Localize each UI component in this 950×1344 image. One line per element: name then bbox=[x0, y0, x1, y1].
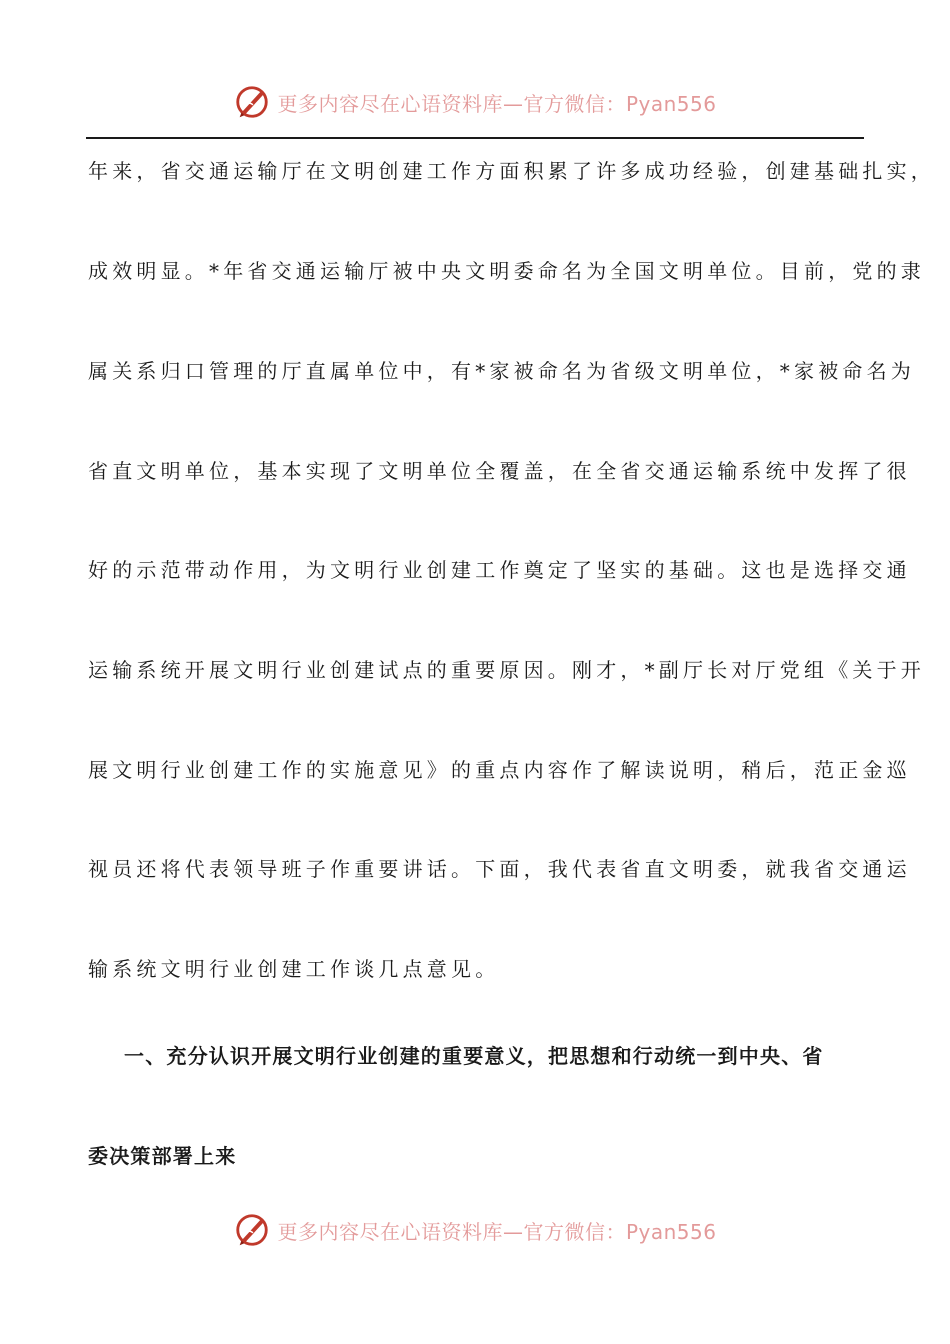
header-banner bbox=[0, 80, 950, 124]
body-line: 运输系统开展文明行业创建试点的重要原因。刚才，*副厅长对厅党组《关于开 bbox=[88, 658, 925, 682]
body-line: 属关系归口管理的厅直属单位中，有*家被命名为省级文明单位，*家被命名为 bbox=[88, 359, 915, 383]
seal-pen-logo-icon bbox=[233, 83, 271, 121]
banner-text: 更多内容尽在心语资料库—官方微信：Pyan556 bbox=[277, 91, 717, 116]
footer-banner bbox=[0, 1208, 950, 1252]
seal-pen-logo-icon bbox=[233, 1211, 271, 1249]
body-line: 视员还将代表领导班子作重要讲话。下面，我代表省直文明委，就我省交通运 bbox=[88, 857, 911, 881]
body-line: 输系统文明行业创建工作谈几点意见。 bbox=[88, 957, 500, 981]
body-line: 展文明行业创建工作的实施意见》的重点内容作了解读说明，稍后，范正金巡 bbox=[88, 758, 911, 782]
banner-text: 更多内容尽在心语资料库—官方微信：Pyan556 bbox=[277, 1219, 717, 1244]
body-line: 省直文明单位，基本实现了文明单位全覆盖，在全省交通运输系统中发挥了很 bbox=[88, 459, 911, 483]
body-line: 年来，省交通运输厅在文明创建工作方面积累了许多成功经验，创建基础扎实， bbox=[88, 159, 935, 183]
body-line: 成效明显。*年省交通运输厅被中央文明委命名为全国文明单位。目前，党的隶 bbox=[88, 259, 925, 283]
header-divider bbox=[86, 137, 864, 139]
body-line: 好的示范带动作用，为文明行业创建工作奠定了坚实的基础。这也是选择交通 bbox=[88, 558, 911, 582]
section-heading-line-1: 一、充分认识开展文明行业创建的重要意义，把思想和行动统一到中央、省 bbox=[124, 1044, 824, 1068]
section-heading-line-2: 委决策部署上来 bbox=[88, 1144, 237, 1168]
